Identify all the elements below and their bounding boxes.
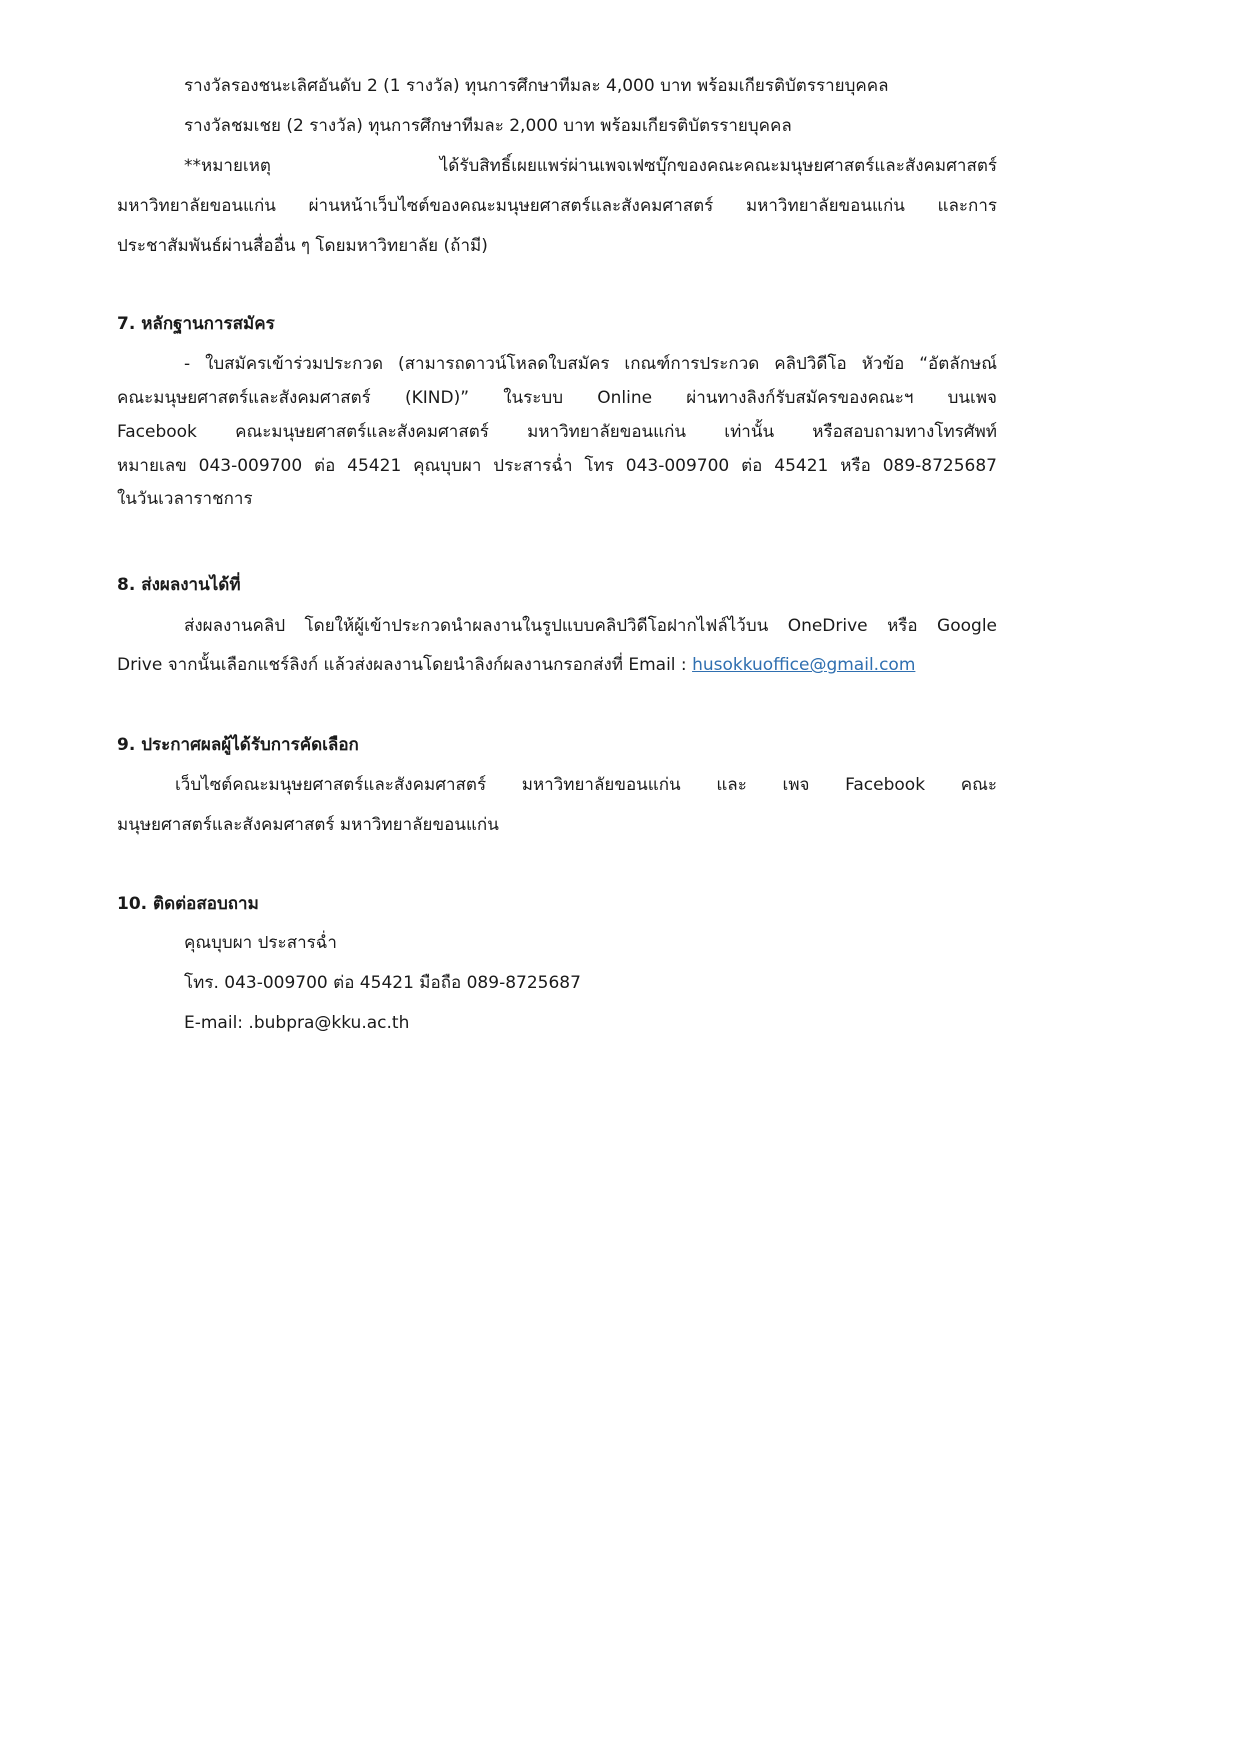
section-8-line-2-text: Drive จากนั้นเลือกแชร์ลิงก์ แล้วส่งผลงานโดยนำลิงก์ผลงานกรอกส่งที่ Email : [117,655,693,675]
prize-second-runner-up: รางวัลรองชนะเลิศอันดับ 2 (1 รางวัล) ทุนการศึกษาทีมละ 4,000 บาท พร้อมเกียรติบัตรรายบุคคล [184,76,889,96]
section-9-line-1: เว็บไซต์คณะมนุษยศาสตร์และสังคมศาสตร์ มหาวิทยาลัยขอนแก่น และ เพจ Facebook คณะ [175,775,997,795]
section-8-heading: 8. ส่งผลงานได้ที่ [117,575,241,595]
contact-name: คุณบุบผา ประสารฉ่ำ [184,933,337,953]
contact-email: E-mail: .bubpra@kku.ac.th [184,1013,410,1033]
section-8-line-2 [117,653,915,677]
note-line-2: มหาวิทยาลัยขอนแก่น ผ่านหน้าเว็บไซต์ของคณะมนุษยศาสตร์และสังคมศาสตร์ มหาวิทยาลัยขอนแก่น และการ [117,196,997,216]
section-7-line-3: Facebook คณะมนุษยศาสตร์และสังคมศาสตร์ มหาวิทยาลัยขอนแก่น เท่านั้น หรือสอบถามทางโทรศัพท์ [117,422,997,442]
section-9-heading: 9. ประกาศผลผู้ได้รับการคัดเลือก [117,735,359,755]
section-7-line-2: คณะมนุษยศาสตร์และสังคมศาสตร์ (KIND)” ในระบบ Online ผ่านทางลิงก์รับสมัครของคณะฯ บนเพจ [117,388,997,408]
section-7-line-4: หมายเลข 043-009700 ต่อ 45421 คุณบุบผา ประสารฉ่ำ โทร 043-009700 ต่อ 45421 หรือ 089-8725687 [117,456,997,476]
section-8-line-1: ส่งผลงานคลิป โดยให้ผู้เข้าประกวดนำผลงานในรูปแบบคลิปวิดีโอฝากไฟล์ไว้บน OneDrive หรือ Google [184,616,997,636]
section-7-line-5: ในวันเวลาราชการ [117,489,253,509]
contact-phone: โทร. 043-009700 ต่อ 45421 มือถือ 089-8725687 [184,973,581,993]
section-7-heading: 7. หลักฐานการสมัคร [117,314,275,334]
section-7-line-1: - ใบสมัครเข้าร่วมประกวด (สามารถดาวน์โหลดใบสมัคร เกณฑ์การประกวด คลิปวิดีโอ หัวข้อ “อัตลักษณ์ [184,354,997,374]
email-link[interactable]: husokkuoffice@gmail.com [692,655,916,675]
prize-honorable-mention: รางวัลชมเชย (2 รางวัล) ทุนการศึกษาทีมละ 2,000 บาท พร้อมเกียรติบัตรรายบุคคล [184,116,792,136]
note-line-1: **หมายเหตุ ได้รับสิทธิ์เผยแพร่ผ่านเพจเฟซบุ๊กของคณะคณะมนุษยศาสตร์และสังคมศาสตร์ [184,156,997,176]
section-9-line-2: มนุษยศาสตร์และสังคมศาสตร์ มหาวิทยาลัยขอนแก่น [117,815,499,835]
section-10-heading: 10. ติดต่อสอบถาม [117,894,259,914]
note-line-3: ประชาสัมพันธ์ผ่านสื่ออื่น ๆ โดยมหาวิทยาลัย (ถ้ามี) [117,236,488,256]
